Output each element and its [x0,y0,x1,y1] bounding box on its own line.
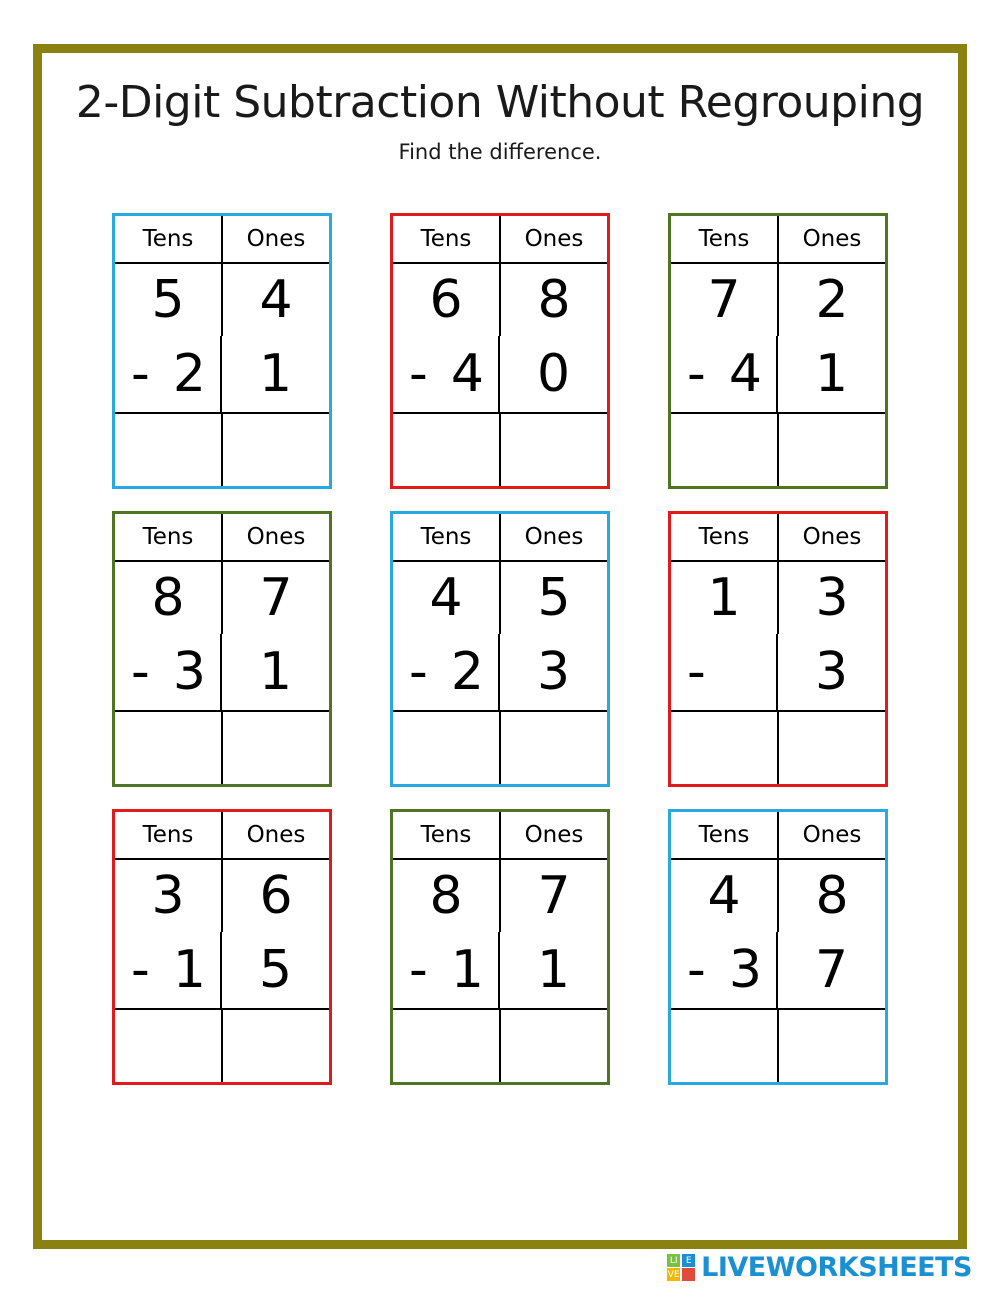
minuend-tens: 8 [393,860,501,932]
minuend-row [393,860,607,932]
header-ones: Ones [524,226,584,252]
page-title: 2-Digit Subtraction Without Regrouping [75,77,925,128]
minus-icon: - [687,642,706,702]
minuend-tens: 4 [671,860,779,932]
problem-row [42,511,958,787]
subtrahend-row [115,336,329,414]
subtrahend-tens-cell [671,634,778,710]
minuend-row [115,264,329,336]
subtrahend-ones: 3 [536,642,571,702]
subtrahend-row [671,336,885,414]
answer-ones-input[interactable] [779,414,885,486]
minuend-ones: 6 [259,866,293,926]
answer-tens-input[interactable] [393,1010,501,1082]
header-tens: Tens [671,216,779,262]
header-tens: Tens [115,216,223,262]
minus-icon: - [409,642,428,702]
subtrahend-tens: 1 [172,940,206,1000]
minus-icon: - [409,344,428,404]
problem-5 [390,511,610,787]
answer-ones-input[interactable] [779,1010,885,1082]
minus-icon: - [687,344,706,404]
subtrahend-tens: 3 [728,940,762,1000]
subtrahend-ones: 1 [258,344,293,404]
answer-ones-input[interactable] [223,712,329,784]
minus-icon: - [131,642,150,702]
minuend-ones: 8 [815,866,849,926]
subtrahend-ones: 0 [536,344,571,404]
minuend-ones: 8 [537,270,571,330]
answer-ones-input[interactable] [501,712,607,784]
problem-3 [668,213,888,489]
minuend-row [671,562,885,634]
header-ones: Ones [524,524,584,550]
minus-icon: - [131,940,150,1000]
header-ones: Ones [246,226,306,252]
subtrahend-tens: 4 [728,344,762,404]
minuend-row [393,264,607,336]
problem-header [671,216,885,264]
subtrahend-tens-cell [115,336,222,412]
minuend-tens: 4 [393,562,501,634]
problems-grid [42,213,958,1107]
liveworksheets-brand[interactable]: LIVEWORKSHEETS [701,1252,972,1283]
logo-tile-blank [682,1268,695,1281]
header-tens: Tens [115,812,223,858]
answer-row[interactable] [393,712,607,784]
answer-tens-input[interactable] [115,414,223,486]
minus-icon: - [409,940,428,1000]
subtrahend-row [671,932,885,1010]
problem-header [115,514,329,562]
subtrahend-tens: 4 [450,344,484,404]
header-tens: Tens [393,812,501,858]
subtrahend-tens-cell [115,634,222,710]
subtrahend-row [671,634,885,712]
problem-header [393,514,607,562]
subtrahend-row [115,634,329,712]
answer-row[interactable] [671,1010,885,1082]
minuend-tens: 5 [115,264,223,336]
problem-row [42,809,958,1085]
problem-header [393,216,607,264]
answer-row[interactable] [115,1010,329,1082]
answer-tens-input[interactable] [671,1010,779,1082]
problem-header [115,812,329,860]
problem-9 [668,809,888,1085]
answer-row[interactable] [393,1010,607,1082]
subtrahend-row [393,932,607,1010]
minus-icon: - [131,344,150,404]
minuend-ones: 7 [259,568,293,628]
answer-ones-input[interactable] [223,1010,329,1082]
problem-6 [668,511,888,787]
subtrahend-row [393,336,607,414]
problem-header [115,216,329,264]
subtrahend-tens-cell [671,336,778,412]
subtrahend-tens: 1 [450,940,484,1000]
page-subtitle: Find the difference. [398,140,602,164]
subtrahend-row [115,932,329,1010]
header-ones: Ones [802,524,862,550]
subtrahend-tens-cell [393,634,500,710]
subtrahend-tens-cell [115,932,222,1008]
answer-row[interactable] [671,414,885,486]
answer-tens-input[interactable] [393,712,501,784]
subtrahend-tens: 3 [172,642,206,702]
minuend-row [671,264,885,336]
problem-header [671,812,885,860]
problem-header [393,812,607,860]
minus-icon: - [687,940,706,1000]
minuend-ones: 4 [259,270,293,330]
header-ones: Ones [246,524,306,550]
answer-row[interactable] [115,414,329,486]
header-tens: Tens [393,216,501,262]
minuend-ones: 7 [537,866,571,926]
problem-4 [112,511,332,787]
subtrahend-ones: 7 [814,940,849,1000]
answer-row[interactable] [115,712,329,784]
problem-row [42,213,958,489]
liveworksheets-footer[interactable] [667,1252,972,1283]
answer-row[interactable] [393,414,607,486]
subtrahend-tens-cell [393,932,500,1008]
answer-ones-input[interactable] [223,414,329,486]
minuend-row [115,860,329,932]
subtrahend-tens: 2 [450,642,484,702]
header-ones: Ones [246,822,306,848]
answer-tens-input[interactable] [115,712,223,784]
logo-tile-e: E [682,1254,695,1267]
logo-tile-li: LI [667,1254,680,1267]
answer-ones-input[interactable] [779,712,885,784]
header-tens: Tens [671,812,779,858]
minuend-tens: 8 [115,562,223,634]
subtrahend-tens-cell [393,336,500,412]
liveworksheets-logo-icon [667,1254,695,1281]
answer-ones-input[interactable] [501,1010,607,1082]
problem-1 [112,213,332,489]
minuend-tens: 1 [671,562,779,634]
answer-ones-input[interactable] [501,414,607,486]
header-ones: Ones [524,822,584,848]
subtrahend-ones: 5 [258,940,293,1000]
minuend-row [671,860,885,932]
problem-8 [390,809,610,1085]
minuend-tens: 6 [393,264,501,336]
problem-header [671,514,885,562]
header-tens: Tens [671,514,779,560]
logo-tile-ve: VE [667,1269,680,1280]
answer-tens-input[interactable] [115,1010,223,1082]
subtrahend-tens: 2 [172,344,206,404]
minuend-tens: 3 [115,860,223,932]
subtrahend-tens-cell [671,932,778,1008]
problem-2 [390,213,610,489]
subtrahend-ones: 1 [536,940,571,1000]
subtrahend-ones: 1 [814,344,849,404]
minuend-row [393,562,607,634]
problem-7 [112,809,332,1085]
minuend-ones: 2 [815,270,849,330]
minuend-ones: 3 [815,568,849,628]
minuend-tens: 7 [671,264,779,336]
subtrahend-row [393,634,607,712]
answer-row[interactable] [671,712,885,784]
header-ones: Ones [802,226,862,252]
header-tens: Tens [115,514,223,560]
subtrahend-ones: 3 [814,642,849,702]
minuend-ones: 5 [537,568,571,628]
header-ones: Ones [802,822,862,848]
answer-tens-input[interactable] [671,712,779,784]
header-tens: Tens [393,514,501,560]
answer-tens-input[interactable] [393,414,501,486]
worksheet-frame [33,44,967,1249]
minuend-row [115,562,329,634]
answer-tens-input[interactable] [671,414,779,486]
subtrahend-ones: 1 [258,642,293,702]
